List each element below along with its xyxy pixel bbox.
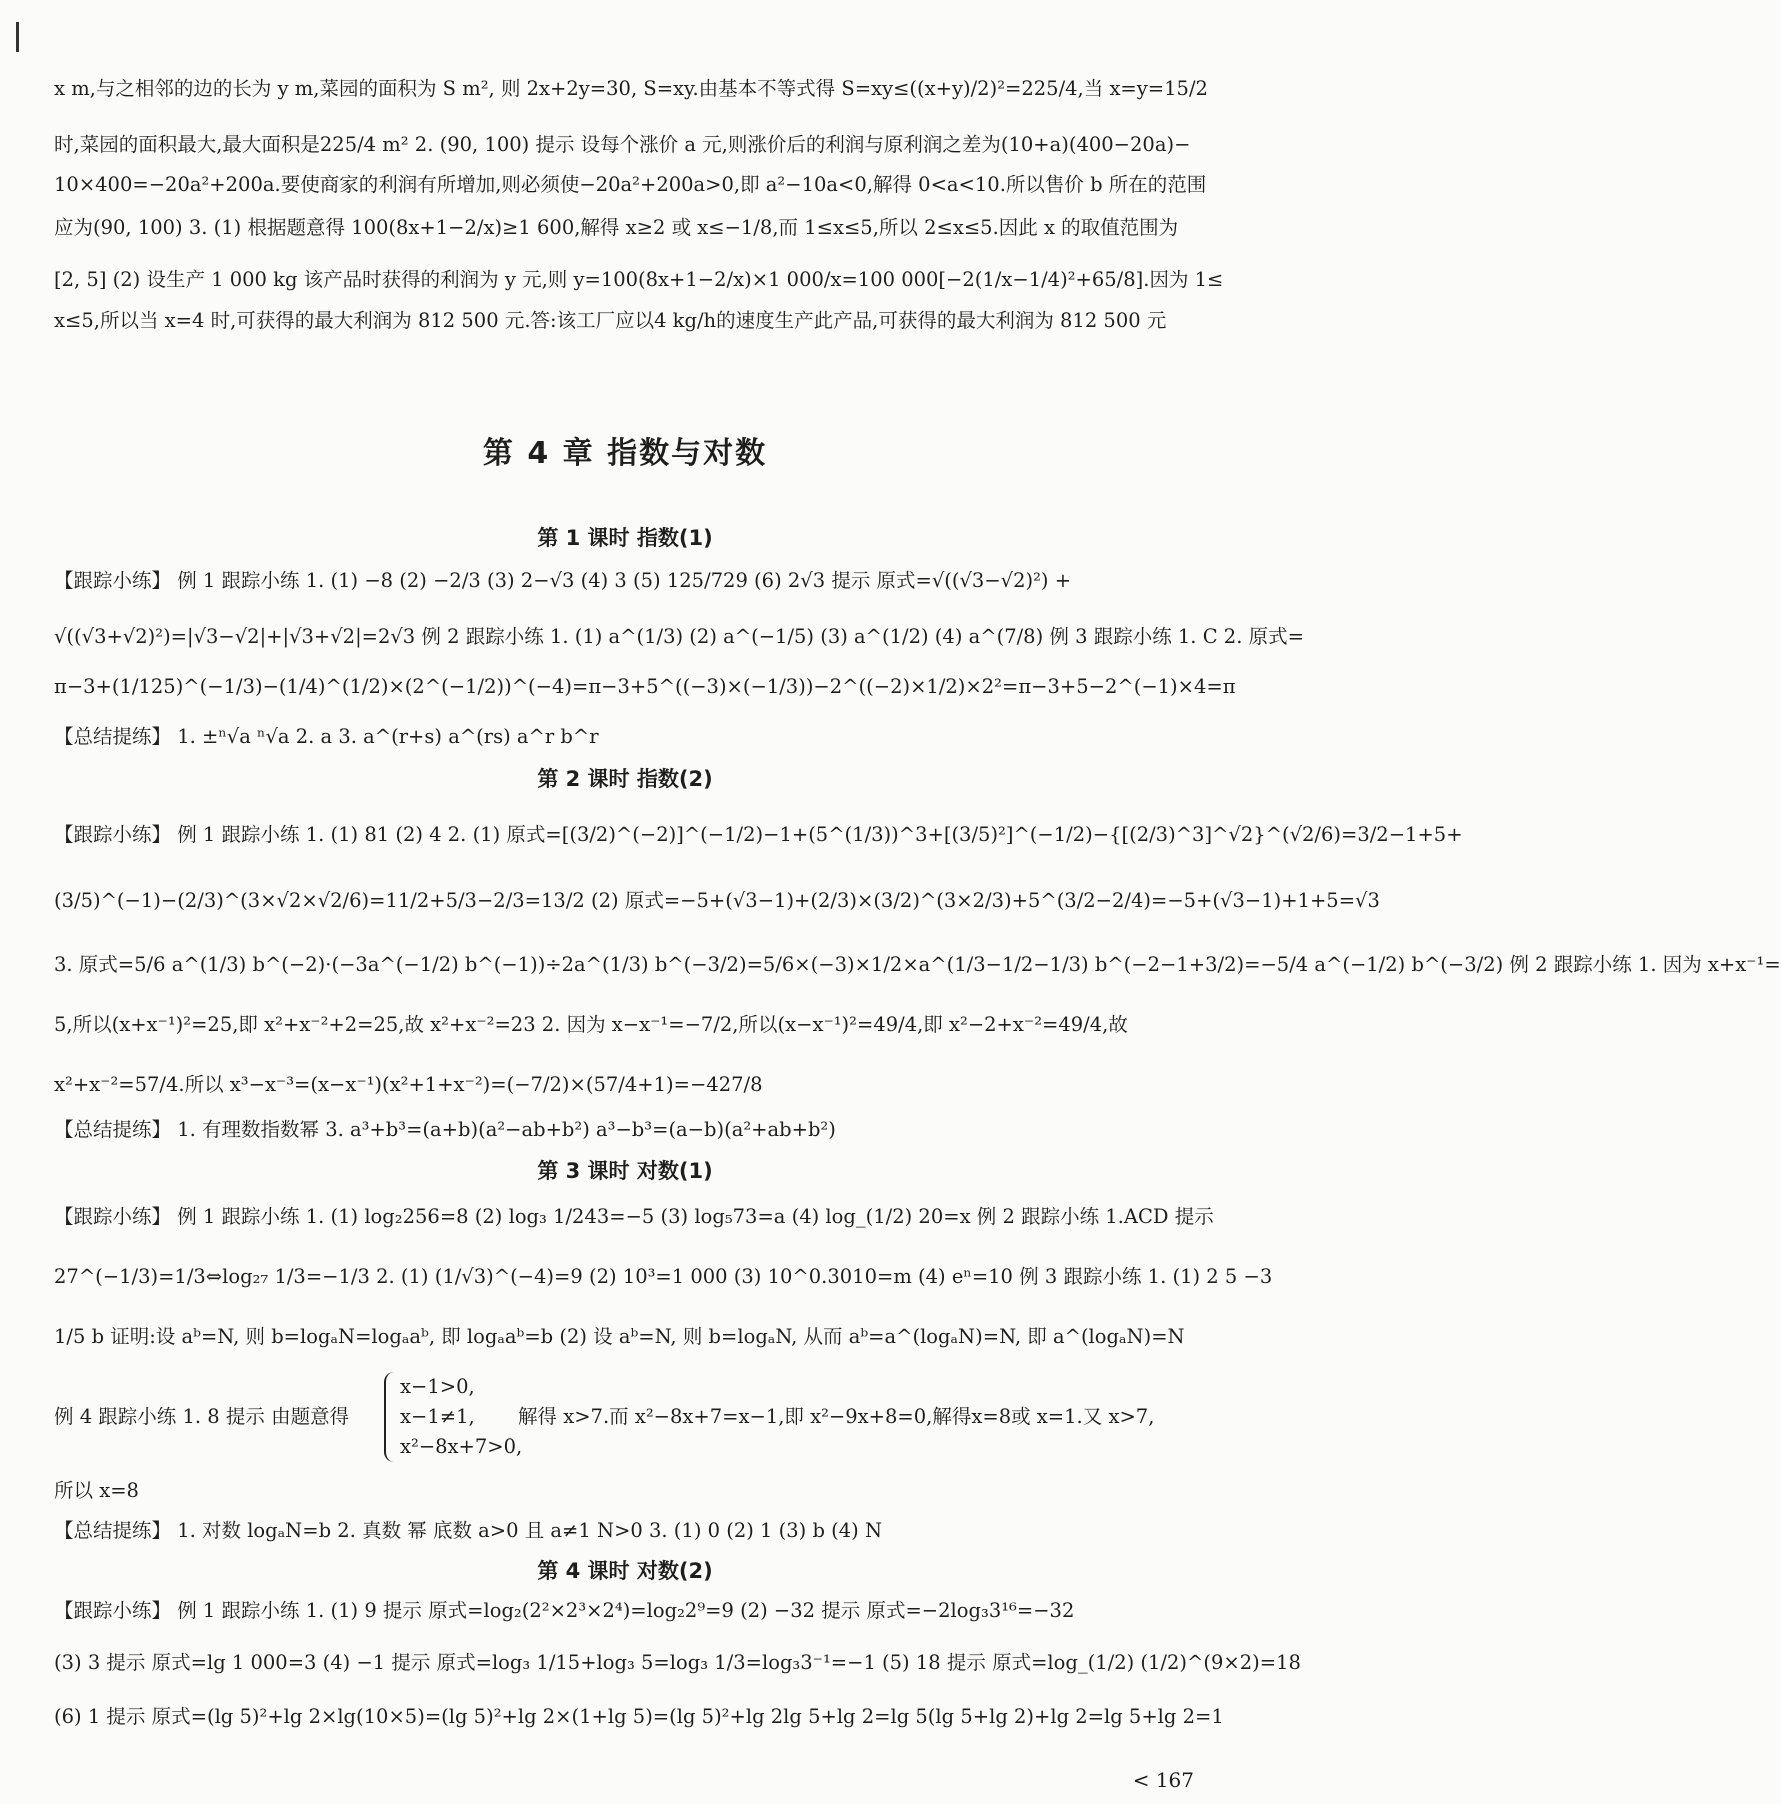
text-line: 1/5 b 证明:设 aᵇ=N, 则 b=logₐN=logₐaᵇ, 即 logₐaᵇ=b (2) 设 aᵇ=N, 则 b=logₐN, 从而 aᵇ=a^(logₐN)=N, 即 a^(logₐN)=N — [54, 1325, 1185, 1348]
page-number: < 167 — [1132, 1768, 1194, 1792]
text-line: 5,所以(x+x⁻¹)²=25,即 x²+x⁻²+2=25,故 x²+x⁻²=23 2. 因为 x−x⁻¹=−7/2,所以(x−x⁻¹)²=49/4,即 x²−2+x⁻²=49/4,故 — [54, 1013, 1128, 1036]
text-line: 所以 x=8 — [54, 1479, 139, 1502]
summary-line: 【总结提练】 1. 对数 logₐN=b 2. 真数 幂 底数 a>0 且 a≠1 N>0 3. (1) 0 (2) 1 (3) b (4) N — [54, 1519, 883, 1542]
text-line: (3) 3 提示 原式=lg 1 000=3 (4) −1 提示 原式=log₃ 1/15+log₃ 5=log₃ 1/3=log₃3⁻¹=−1 (5) 18 提示 原式=log_(1/2) (1/2)^(9×2)=18 — [54, 1651, 1301, 1674]
text-line: 应为(90, 100) 3. (1) 根据题意得 100(8x+1−2/x)≥1 600,解得 x≥2 或 x≤−1/8,而 1≤x≤5,所以 2≤x≤5.因此 x 的取值范围为 — [54, 216, 1179, 239]
lesson-title: 第 3 课时 对数(1) — [537, 1159, 713, 1183]
chapter-title: 第 4 章 指数与对数 — [482, 436, 768, 471]
text-line: x m,与之相邻的边的长为 y m,菜园的面积为 S m², 则 2x+2y=30, S=xy.由基本不等式得 S=xy≤((x+y)/2)²=225/4,当 x=y=15/2 — [54, 77, 1208, 100]
equation-system-brace — [384, 1372, 400, 1462]
summary-line: 【总结提练】 1. ±ⁿ√a ⁿ√a 2. a 3. a^(r+s) a^(rs) a^r b^r — [54, 725, 599, 748]
text-line: x≤5,所以当 x=4 时,可获得的最大利润为 812 500 元.答:该工厂应以4 kg/h的速度生产此产品,可获得的最大利润为 812 500 元 — [54, 309, 1167, 332]
text-line: (3/5)^(−1)−(2/3)^(3×√2×√2/6)=11/2+5/3−2/3=13/2 (2) 原式=−5+(√3−1)+(2/3)×(3/2)^(3×2/3)+5^(3/2−2/4)=−5+(√3−1)+1+5=√3 — [54, 889, 1380, 912]
text-line: 10×400=−20a²+200a.要使商家的利润有所增加,则必须使−20a²+200a>0,即 a²−10a<0,解得 0<a<10.所以售价 b 所在的范围 — [54, 173, 1207, 196]
text-line: [2, 5] (2) 设生产 1 000 kg 该产品时获得的利润为 y 元,则 y=100(8x+1−2/x)×1 000/x=100 000[−2(1/x−1/4)²+65/8].因为 1≤ — [54, 268, 1224, 291]
text-line: 【跟踪小练】 例 1 跟踪小练 1. (1) 9 提示 原式=log₂(2²×2³×2⁴)=log₂2⁹=9 (2) −32 提示 原式=−2log₃3¹⁶=−32 — [54, 1599, 1075, 1622]
text-line: 【跟踪小练】 例 1 跟踪小练 1. (1) log₂256=8 (2) log₃ 1/243=−5 (3) log₅73=a (4) log_(1/2) 20=x 例 2 跟踪小练 1.ACD 提示 — [54, 1205, 1214, 1228]
text-line: 3. 原式=5/6 a^(1/3) b^(−2)·(−3a^(−1/2) b^(−1))÷2a^(1/3) b^(−3/2)=5/6×(−3)×1/2×a^(1/3−1/2−1/3) b^(−2−1+3/2)=−5/4 a^(−1/2) b^(−3/2) 例 2 跟踪小练 1. 因为 x+x⁻¹= — [54, 953, 1781, 976]
system-row: x²−8x+7>0, — [400, 1435, 523, 1458]
text-line: 时,菜园的面积最大,最大面积是225/4 m² 2. (90, 100) 提示 设每个涨价 a 元,则涨价后的利润与原利润之差为(10+a)(400−20a)− — [54, 133, 1191, 156]
summary-line: 【总结提练】 1. 有理数指数幂 3. a³+b³=(a+b)(a²−ab+b²) a³−b³=(a−b)(a²+ab+b²) — [54, 1118, 836, 1141]
lesson-title: 第 2 课时 指数(2) — [537, 767, 713, 791]
margin-mark — [16, 22, 19, 52]
text-line: x²+x⁻²=57/4.所以 x³−x⁻³=(x−x⁻¹)(x²+1+x⁻²)=(−7/2)×(57/4+1)=−427/8 — [54, 1073, 763, 1096]
text-line: π−3+(1/125)^(−1/3)−(1/4)^(1/2)×(2^(−1/2))^(−4)=π−3+5^((−3)×(−1/3))−2^((−2)×1/2)×2²=π−3+5−2^(−1)×4=π — [54, 675, 1236, 698]
lesson-title: 第 1 课时 指数(1) — [537, 526, 713, 550]
text-line: 例 4 跟踪小练 1. 8 提示 由题意得 — [54, 1405, 350, 1428]
system-row: x−1>0, — [400, 1375, 475, 1398]
text-line: 解得 x>7.而 x²−8x+7=x−1,即 x²−9x+8=0,解得x=8或 x=1.又 x>7, — [518, 1405, 1155, 1428]
text-line: 【跟踪小练】 例 1 跟踪小练 1. (1) −8 (2) −2/3 (3) 2−√3 (4) 3 (5) 125/729 (6) 2√3 提示 原式=√((√3−√2)²) + — [54, 569, 1072, 592]
system-row: x−1≠1, — [400, 1405, 475, 1428]
text-line: (6) 1 提示 原式=(lg 5)²+lg 2×lg(10×5)=(lg 5)²+lg 2×(1+lg 5)=(lg 5)²+lg 2lg 5+lg 2=lg 5(lg 5+lg 2)+lg 2=lg 5+lg 2=1 — [54, 1705, 1224, 1728]
lesson-title: 第 4 课时 对数(2) — [537, 1559, 713, 1583]
text-line: √((√3+√2)²)=|√3−√2|+|√3+√2|=2√3 例 2 跟踪小练 1. (1) a^(1/3) (2) a^(−1/5) (3) a^(1/2) (4) a^(7/8) 例 3 跟踪小练 1. C 2. 原式= — [54, 625, 1304, 648]
text-line: 【跟踪小练】 例 1 跟踪小练 1. (1) 81 (2) 4 2. (1) 原式=[(3/2)^(−2)]^(−1/2)−1+(5^(1/3))^3+[(3/5)²]^(−1/2)−{[(2/3)^3]^√2}^(√2/6)=3/2−1+5+ — [54, 823, 1463, 846]
text-line: 27^(−1/3)=1/3⇔log₂₇ 1/3=−1/3 2. (1) (1/√3)^(−4)=9 (2) 10³=1 000 (3) 10^0.3010=m (4) eⁿ=10 例 3 跟踪小练 1. (1) 2 5 −3 — [54, 1265, 1273, 1288]
